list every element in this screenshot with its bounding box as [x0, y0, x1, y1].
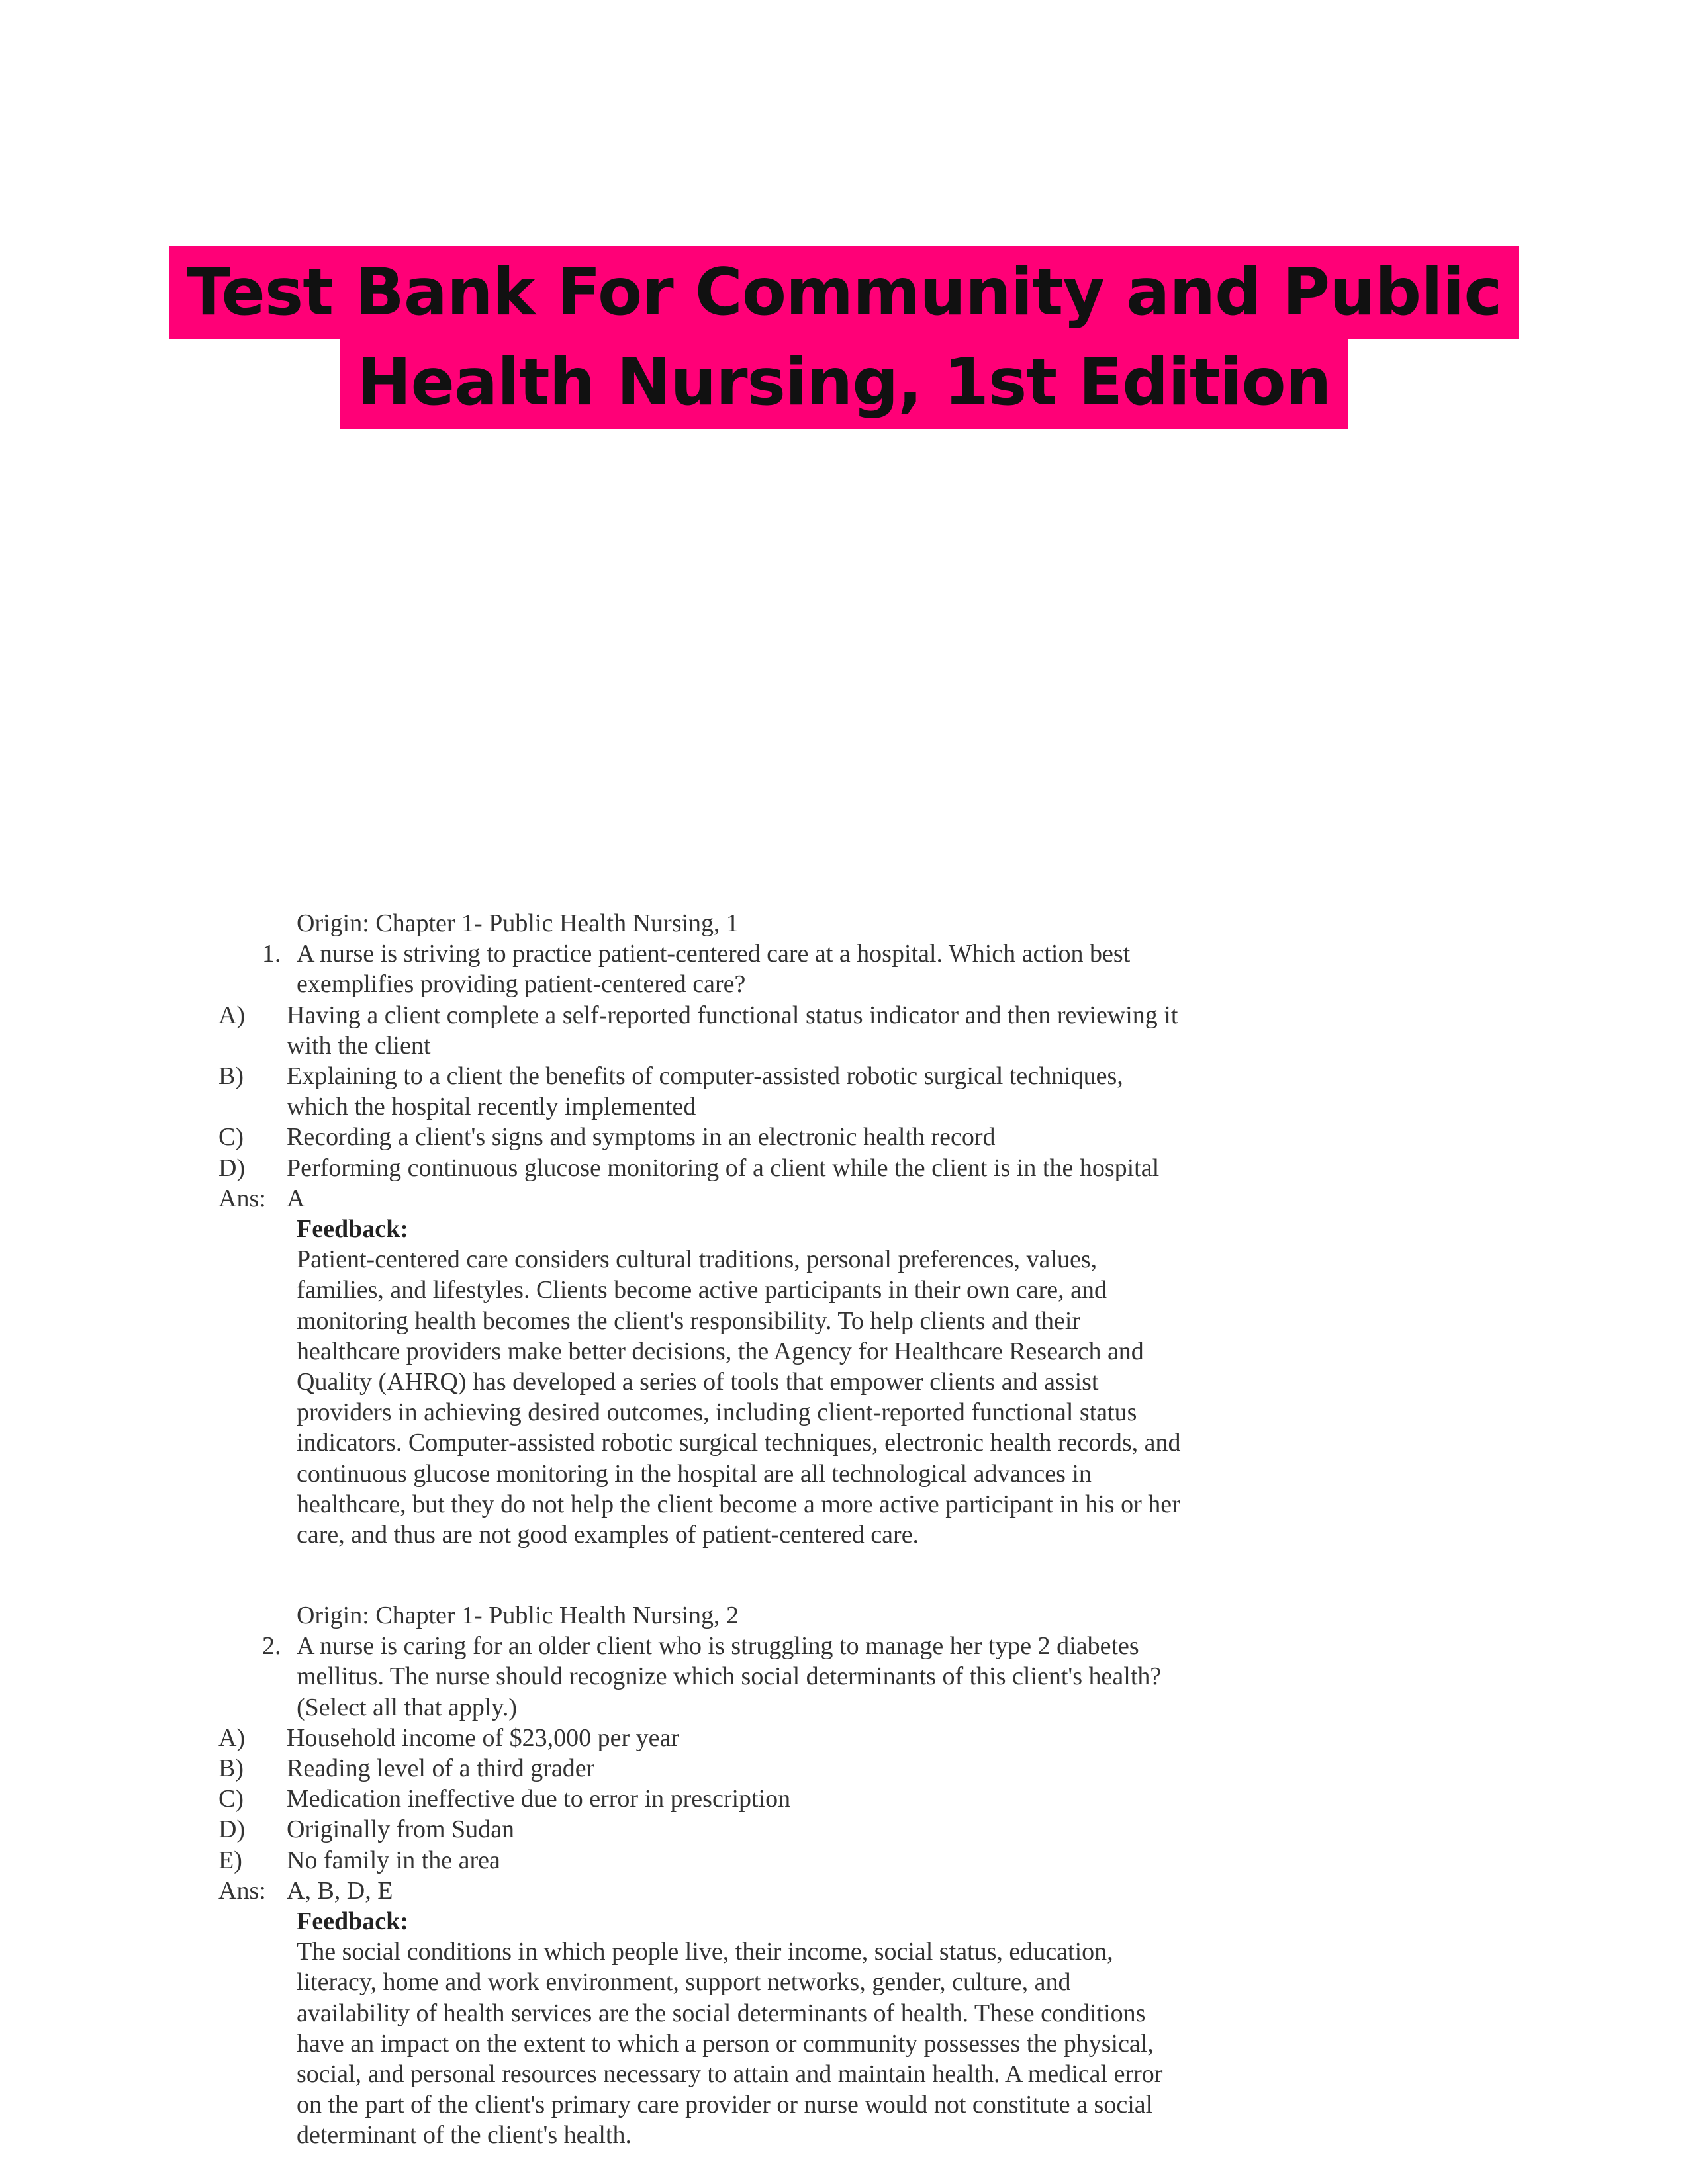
option-text: with the client [287, 1031, 431, 1060]
option-text: which the hospital recently implemented [287, 1093, 696, 1121]
option-text: Household income of $23,000 per year [287, 1723, 680, 1752]
feedback-line: have an impact on the extent to which a person or community possesses the physical, [297, 2029, 1154, 2058]
feedback-line: monitoring health becomes the client's responsibility. To help clients and their [297, 1306, 1081, 1335]
feedback-line: families, and lifestyles. Clients become active participants in their own care, and [297, 1276, 1107, 1304]
option-letter: A) [218, 1001, 246, 1029]
question-stem-line: A nurse is striving to practice patient-centered care at a hospital. Which action best [297, 940, 1131, 968]
option-text: Medication ineffective due to error in prescription [287, 1785, 791, 1813]
question-stem-line: A nurse is caring for an older client who is struggling to manage her type 2 diabetes [297, 1632, 1139, 1661]
option-letter: E) [218, 1846, 242, 1874]
question-stem-line: (Select all that apply.) [297, 1693, 518, 1721]
answer-label: Ans: [218, 1184, 266, 1212]
feedback-line: providers in achieving desired outcomes, including client-reported functional status [297, 1398, 1137, 1427]
option-text: Explaining to a client the benefits of computer-assisted robotic surgical techniques, [287, 1062, 1123, 1090]
question-stem-line: mellitus. The nurse should recognize which social determinants of this client's health? [297, 1662, 1162, 1691]
question-stem-line: exemplifies providing patient-centered care? [297, 970, 746, 999]
feedback-line: literacy, home and work environment, support networks, gender, culture, and [297, 1968, 1071, 1997]
feedback-line: determinant of the client's health. [297, 2121, 632, 2150]
answer-value: A, B, D, E [287, 1876, 393, 1905]
option-letter: B) [218, 1062, 244, 1090]
feedback-line: The social conditions in which people live, their income, social status, education, [297, 1938, 1113, 1966]
option-text: Performing continuous glucose monitoring of a client while the client is in the hospital [287, 1154, 1160, 1182]
feedback-line: care, and thus are not good examples of patient-centered care. [297, 1521, 919, 1549]
question-number: 1. [262, 940, 281, 968]
feedback-line: healthcare, but they do not help the client become a more active participant in his or her [297, 1490, 1180, 1518]
option-text: Reading level of a third grader [287, 1754, 595, 1782]
option-letter: D) [218, 1815, 246, 1844]
feedback-line: availability of health services are the social determinants of health. These conditions [297, 1999, 1146, 2027]
feedback-line: on the part of the client's primary care provider or nurse would not constitute a social [297, 2091, 1153, 2119]
option-text: Originally from Sudan [287, 1815, 515, 1844]
feedback-line: continuous glucose monitoring in the hospital are all technological advances in [297, 1459, 1092, 1488]
title-line-1: Test Bank For Community and Public [169, 246, 1519, 339]
question-number: 2. [262, 1632, 281, 1661]
question-origin: Origin: Chapter 1- Public Health Nursing, 2 [297, 1602, 739, 1629]
feedback-line: social, and personal resources necessary to attain and maintain health. A medical error [297, 2060, 1163, 2088]
feedback-line: healthcare providers make better decisions, the Agency for Healthcare Research and [297, 1337, 1144, 1365]
option-letter: A) [218, 1723, 246, 1752]
feedback-line: Quality (AHRQ) has developed a series of tools that empower clients and assist [297, 1368, 1099, 1396]
answer-label: Ans: [218, 1876, 266, 1905]
option-letter: C) [218, 1785, 244, 1813]
document-title [0, 246, 1688, 429]
option-letter: C) [218, 1123, 244, 1152]
option-letter: B) [218, 1754, 244, 1782]
title-line-2: Health Nursing, 1st Edition [340, 336, 1348, 429]
option-text: Having a client complete a self-reported functional status indicator and then reviewing it [287, 1001, 1178, 1029]
feedback-line: Patient-centered care considers cultural traditions, personal preferences, values, [297, 1246, 1098, 1274]
feedback-label: Feedback: [297, 1215, 408, 1243]
question-origin: Origin: Chapter 1- Public Health Nursing, 1 [297, 909, 739, 937]
option-letter: D) [218, 1154, 246, 1182]
option-text: Recording a client's signs and symptoms in an electronic health record [287, 1123, 996, 1152]
feedback-label: Feedback: [297, 1907, 408, 1935]
answer-value: A [287, 1184, 305, 1212]
feedback-line: indicators. Computer-assisted robotic surgical techniques, electronic health records, and [297, 1429, 1181, 1457]
option-text: No family in the area [287, 1846, 500, 1874]
